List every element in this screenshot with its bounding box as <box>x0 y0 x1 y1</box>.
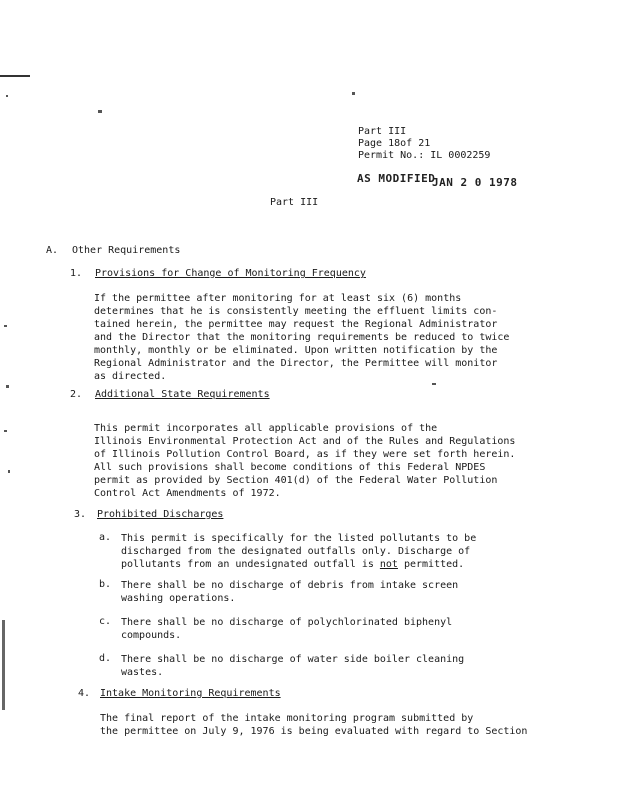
scan-edge-mark <box>0 75 30 77</box>
scan-speck <box>432 383 436 385</box>
modified-stamp-date: JAN 2 0 1978 <box>432 176 518 189</box>
modified-stamp-label: AS MODIFIED <box>357 172 436 185</box>
header-part: Part III <box>358 126 407 137</box>
text-segment: pollutants from an undesignated outfall is <box>121 559 380 570</box>
page-title: Part III <box>270 197 319 208</box>
text-line: wastes. <box>121 667 164 678</box>
subitem-letter: d. <box>99 653 112 664</box>
text-line: and the Director that the monitoring requirements be reduced to twice <box>94 332 510 343</box>
text-line: determines that he is consistently meeting the effluent limits con- <box>94 306 498 317</box>
item-number: 2. <box>70 389 83 400</box>
scan-speck <box>4 325 7 327</box>
paragraph-intake-monitoring <box>100 712 527 738</box>
subitem-text <box>121 616 452 642</box>
text-line: There shall be no discharge of debris from intake screen <box>121 580 459 591</box>
paragraph-state-requirements <box>94 422 515 500</box>
text-line: Control Act Amendments of 1972. <box>94 488 281 499</box>
text-line: the permittee on July 9, 1976 is being evaluated with regard to Section <box>100 726 528 737</box>
text-line: of Illinois Pollution Control Board, as if they were set forth herein. <box>94 449 516 460</box>
item-heading-monitoring-frequency: Provisions for Change of Monitoring Frequency <box>95 268 366 279</box>
text-segment: permitted. <box>397 559 465 570</box>
item-number: 1. <box>70 268 83 279</box>
scan-speck <box>98 110 102 113</box>
subitem-letter: a. <box>99 532 112 543</box>
item-number: 4. <box>78 688 91 699</box>
subitem-text <box>121 653 464 679</box>
scan-speck <box>6 95 8 97</box>
item-heading-intake-monitoring: Intake Monitoring Requirements <box>100 688 281 699</box>
text-line: tained herein, the permittee may request the Regional Administrator <box>94 319 498 330</box>
subitem-text <box>121 579 458 605</box>
section-heading: Other Requirements <box>72 245 181 256</box>
scan-speck <box>8 470 10 473</box>
text-line: as directed. <box>94 371 167 382</box>
text-line: This permit incorporates all applicable provisions of the <box>94 423 438 434</box>
text-line: compounds. <box>121 630 182 641</box>
text-line: washing operations. <box>121 593 236 604</box>
paragraph-monitoring-frequency <box>94 292 509 383</box>
text-line: Regional Administrator and the Director, the Permittee will monitor <box>94 358 498 369</box>
text-line: discharged from the designated outfalls only. Discharge of <box>121 546 471 557</box>
subitem-letter: c. <box>99 616 112 627</box>
text-line: If the permittee after monitoring for at least six (6) months <box>94 293 462 304</box>
text-line: There shall be no discharge of water side boiler cleaning <box>121 654 465 665</box>
scan-speck <box>6 385 9 388</box>
text-line: The final report of the intake monitoring program submitted by <box>100 713 474 724</box>
text-line: All such provisions shall become conditions of this Federal NPDES <box>94 462 486 473</box>
scan-speck <box>352 92 355 95</box>
section-letter: A. <box>46 245 59 256</box>
header-page: Page 18of 21 <box>358 138 431 149</box>
subitem-text <box>121 532 476 571</box>
subitem-letter: b. <box>99 579 112 590</box>
text-line: Illinois Environmental Protection Act and of the Rules and Regulations <box>94 436 516 447</box>
item-number: 3. <box>74 509 87 520</box>
text-line: There shall be no discharge of polychlorinated biphenyl <box>121 617 453 628</box>
scan-edge-streak <box>2 620 5 710</box>
text-line <box>121 558 476 571</box>
text-line: monthly, monthly or be eliminated. Upon written notification by the <box>94 345 498 356</box>
scan-speck <box>4 430 7 432</box>
text-line: This permit is specifically for the listed pollutants to be <box>121 533 477 544</box>
item-heading-prohibited-discharges: Prohibited Discharges <box>97 509 224 520</box>
text-line: permit as provided by Section 401(d) of the Federal Water Pollution <box>94 475 498 486</box>
header-permit-number: Permit No.: IL 0002259 <box>358 150 491 161</box>
emphasized-word: not <box>379 559 398 570</box>
item-heading-state-requirements: Additional State Requirements <box>95 389 270 400</box>
